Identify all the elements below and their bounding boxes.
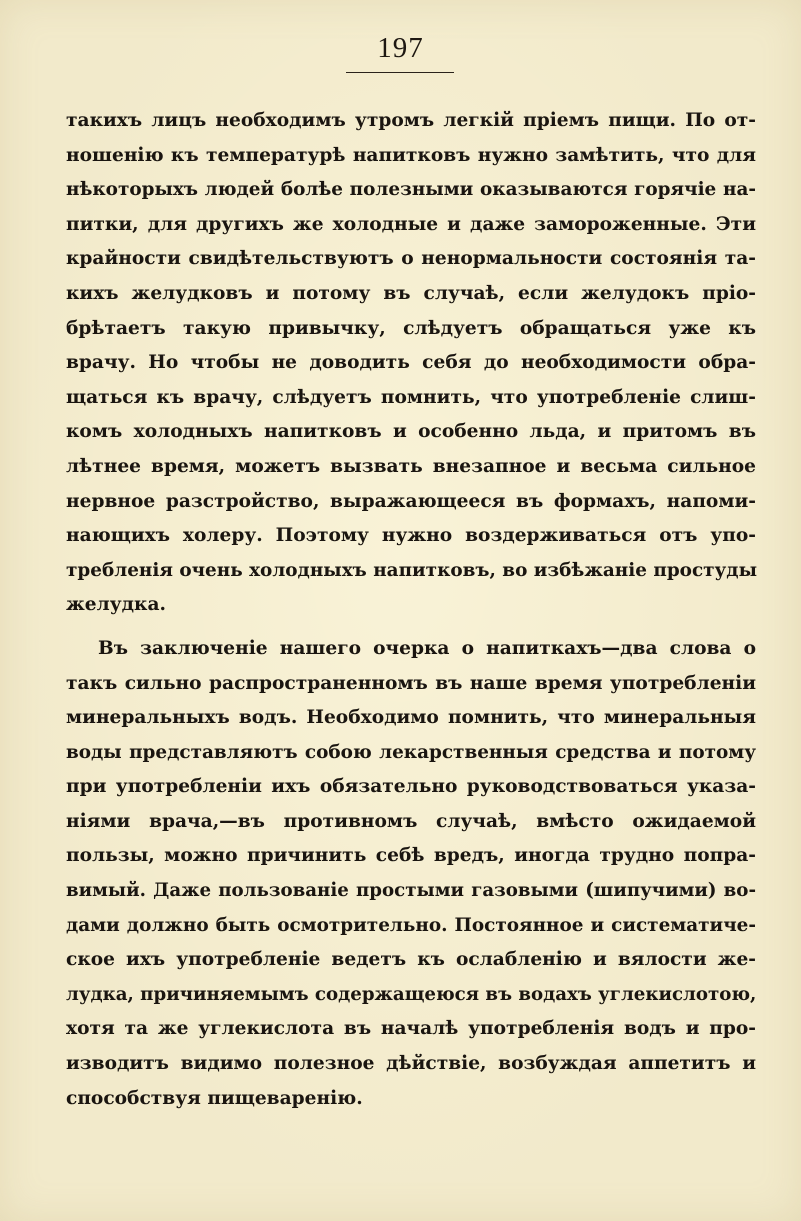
- text-line: Въ заключеніе нашего очерка о напиткахъ—два слова о: [98, 637, 756, 659]
- body-text: [66, 104, 756, 1116]
- text-line: способствуя пищеваренію.: [66, 1087, 363, 1109]
- text-line: хотя та же углекислота въ началѣ употребленія водъ и про-: [66, 1018, 756, 1040]
- text-line: нающихъ холеру. Поэтому нужно воздерживаться отъ упо-: [66, 525, 756, 547]
- text-line: нервное разстройство, выражающееся въ формахъ, напоми-: [66, 490, 756, 512]
- text-line: ніями врача,—въ противномъ случаѣ, вмѣсто ожидаемой: [66, 810, 756, 832]
- text-line: минеральныхъ водъ. Необходимо помнить, что минеральныя: [66, 707, 756, 729]
- paragraph-2: [66, 632, 756, 1116]
- text-line: лѣтнее время, можетъ вызвать внезапное и весьма сильное: [66, 455, 756, 477]
- paragraph-gap: [66, 623, 756, 632]
- text-line: кихъ желудковъ и потому въ случаѣ, если желудокъ пріо-: [66, 282, 756, 304]
- text-line: щаться къ врачу, слѣдуетъ помнить, что употребленіе слиш-: [66, 386, 756, 408]
- text-line: изводитъ видимо полезное дѣйствіе, возбуждая аппетитъ и: [66, 1053, 756, 1075]
- text-line: лудка, причиняемымъ содержащеюся въ водахъ углекислотою,: [66, 983, 757, 1005]
- text-line: ское ихъ употребленіе ведетъ къ ослабленію и вялости же-: [66, 949, 756, 971]
- text-line: брѣтаетъ такую привычку, слѣдуетъ обращаться уже къ: [66, 317, 756, 339]
- paragraph-1: [66, 104, 756, 623]
- text-line: такихъ лицъ необходимъ утромъ легкій пріемъ пищи. По от-: [66, 110, 756, 131]
- text-line: такъ сильно распространенномъ въ наше время употребленіи: [66, 672, 756, 694]
- text-line: питки, для другихъ же холодные и даже замороженные. Эти: [66, 213, 756, 235]
- text-line: воды представляютъ собою лекарственныя средства и потому: [66, 741, 756, 763]
- text-line: пользы, можно причинить себѣ вредъ, иногда трудно попра-: [66, 845, 756, 867]
- text-line: комъ холодныхъ напитковъ и особенно льда, и притомъ въ: [66, 421, 756, 443]
- text-line: дами должно быть осмотрительно. Постоянное и систематиче-: [66, 914, 756, 936]
- text-line: крайности свидѣтельствуютъ о ненормальности состоянія та-: [66, 248, 756, 270]
- text-line: требленія очень холодныхъ напитковъ, во избѣжаніе простуды: [66, 559, 758, 581]
- header-rule: [346, 72, 454, 73]
- text-line: нѣкоторыхъ людей болѣе полезными оказываются горячіе на-: [66, 179, 756, 201]
- text-line: врачу. Но чтобы не доводить себя до необходимости обра-: [66, 352, 756, 374]
- page-number: 197: [377, 32, 424, 64]
- text-line: желудка.: [66, 594, 166, 616]
- text-line: ношенію къ температурѣ напитковъ нужно замѣтить, что для: [66, 144, 756, 166]
- text-line: вимый. Даже пользованіе простыми газовыми (шипучими) во-: [66, 880, 756, 902]
- text-line: при употребленіи ихъ обязательно руководствоваться указа-: [66, 776, 756, 798]
